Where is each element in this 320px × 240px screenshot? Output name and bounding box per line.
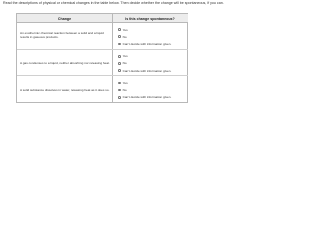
option-cant-decide[interactable] (118, 40, 186, 47)
instructions-text: Read the descriptions of physical or chemical changes in the table below. Then decide whether the change will be spontaneous, if you can. (3, 1, 224, 5)
option-no[interactable] (118, 87, 186, 94)
option-no[interactable] (118, 60, 186, 67)
radio-button[interactable] (118, 35, 121, 38)
option-label: Can't decide with information given. (122, 68, 172, 73)
spontaneity-table (16, 13, 188, 103)
option-label: Yes (122, 54, 128, 59)
table-row (17, 23, 188, 50)
option-label: No (122, 88, 127, 93)
change-description: A solid substance dissolves in water, releasing heat as it does so. (20, 87, 110, 92)
option-no[interactable] (118, 33, 186, 40)
option-label: Can't decide with information given. (122, 41, 172, 46)
radio-button[interactable] (118, 62, 121, 65)
option-label: No (122, 61, 127, 66)
table-row (17, 76, 188, 103)
header-spontaneous: Is this change spontaneous? (125, 16, 175, 21)
option-label: Yes (122, 27, 128, 32)
change-description: An exothermic chemical reaction between a solid and a liquid results in gaseous products. (20, 31, 104, 39)
radio-button[interactable] (118, 89, 121, 92)
table-header-row (17, 14, 188, 23)
option-yes[interactable] (118, 53, 186, 60)
radio-button[interactable] (118, 96, 121, 99)
radio-button[interactable] (118, 82, 121, 85)
change-description: A gas condenses to a liquid, neither absorbing nor releasing heat. (20, 61, 110, 66)
option-yes[interactable] (118, 26, 186, 33)
option-yes[interactable] (118, 79, 186, 86)
radio-button[interactable] (118, 69, 121, 72)
radio-button[interactable] (118, 43, 121, 46)
option-label: No (122, 34, 127, 39)
radio-button[interactable] (118, 28, 121, 31)
option-cant-decide[interactable] (118, 67, 186, 74)
answer-options (118, 26, 186, 48)
answer-options (118, 79, 186, 101)
radio-button[interactable] (118, 55, 121, 58)
table-row (17, 50, 188, 77)
option-cant-decide[interactable] (118, 94, 186, 101)
option-label: Can't decide with information given. (122, 95, 172, 100)
header-change: Change (57, 16, 72, 21)
answer-options (118, 53, 186, 75)
option-label: Yes (122, 80, 128, 85)
